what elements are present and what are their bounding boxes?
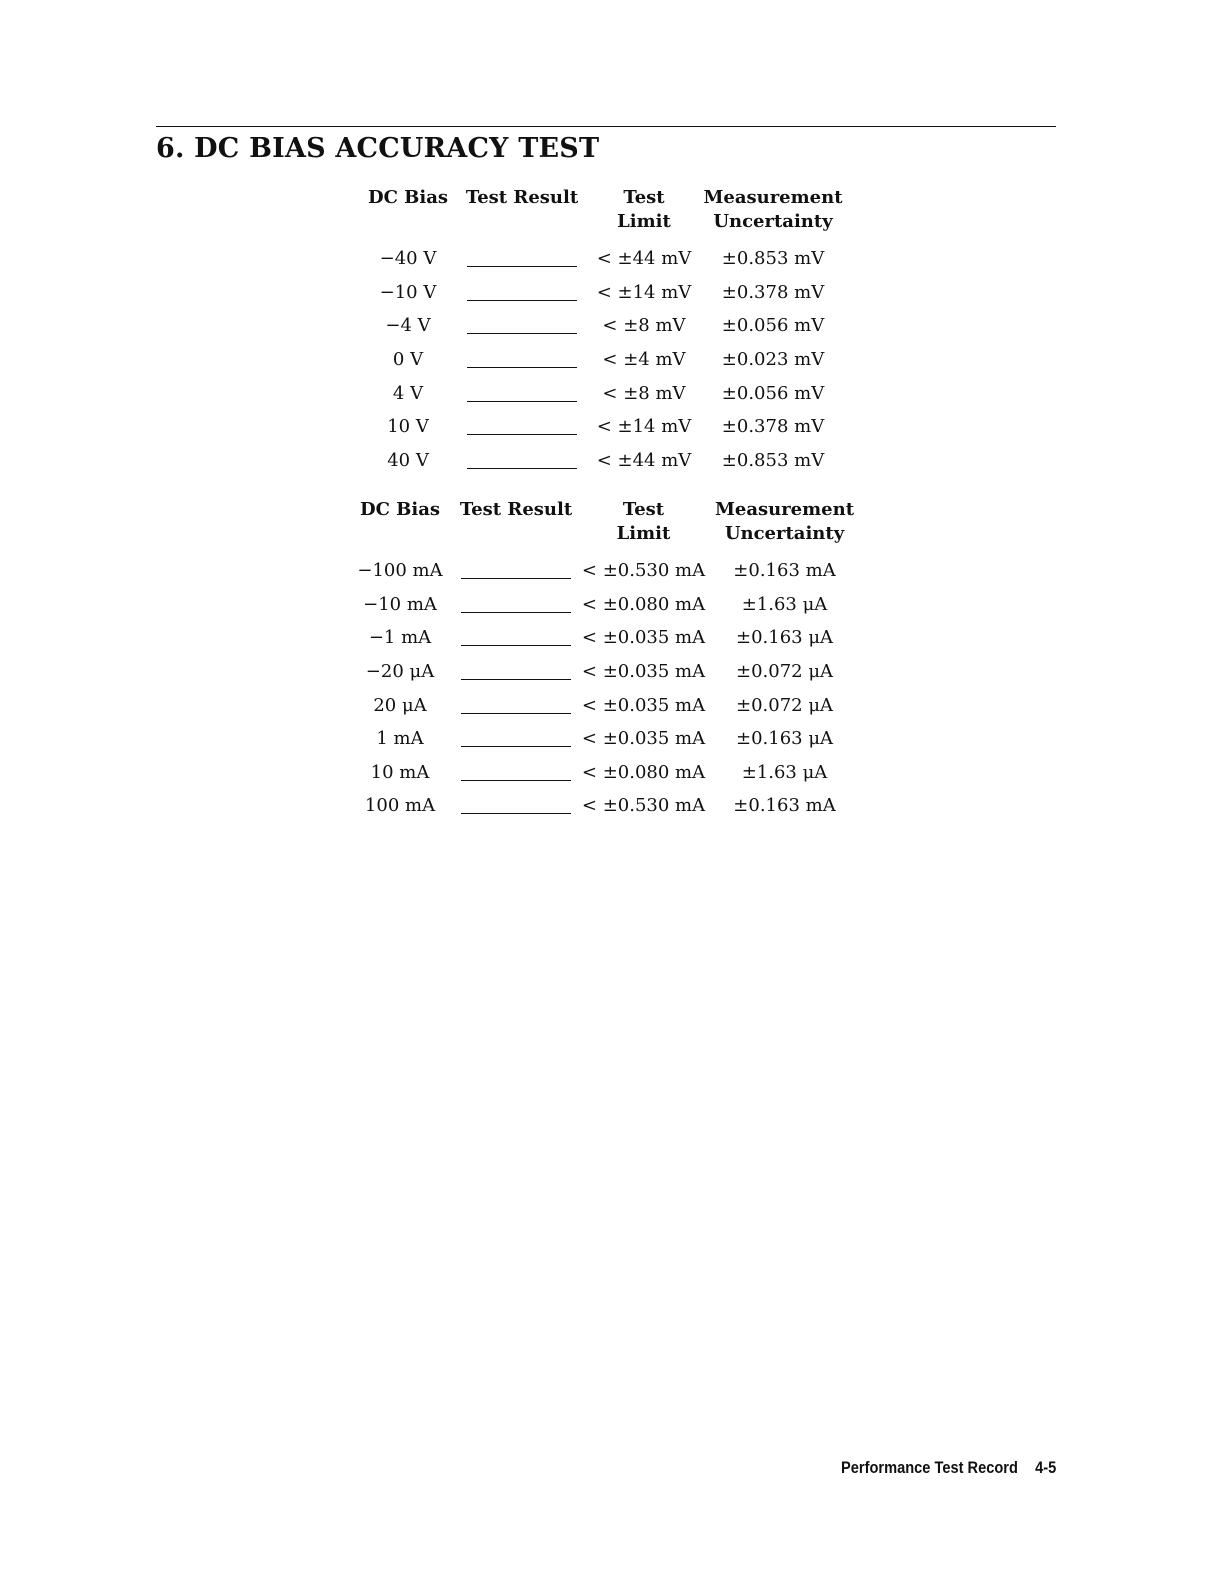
test-result-blank[interactable]: [461, 813, 571, 814]
dc-bias-value: −10 mA: [363, 593, 437, 615]
table-row: [358, 444, 844, 478]
dc-bias-value: 100 mA: [364, 795, 436, 817]
test-result-cell: [458, 242, 586, 276]
test-result-cell: [457, 722, 575, 756]
test-result-cell: [458, 343, 586, 377]
test-result-blank[interactable]: [461, 679, 571, 680]
test-result-blank[interactable]: [467, 401, 577, 402]
test-result-blank[interactable]: [467, 300, 577, 301]
test-result-cell: [457, 688, 575, 722]
test-result-blank[interactable]: [467, 266, 577, 267]
dc-bias-value: 0 V: [392, 349, 424, 371]
test-limit-value: < ±0.080 mA: [581, 761, 706, 783]
test-result-blank[interactable]: [461, 645, 571, 646]
test-limit-value: < ±0.035 mA: [581, 627, 706, 649]
test-result-cell: [458, 376, 586, 410]
table-row: [358, 343, 844, 377]
footer-label: Performance Test Record: [840, 1458, 1018, 1477]
table-row: [358, 242, 844, 276]
measurement-uncertainty-value: ±0.163 mA: [733, 560, 836, 582]
measurement-uncertainty-value: ±0.853 mV: [721, 449, 825, 471]
measurement-uncertainty-value: ±0.072 μA: [735, 694, 834, 716]
page-number: 4-5: [1034, 1458, 1056, 1477]
table-row: [343, 621, 857, 655]
test-result-blank[interactable]: [461, 746, 571, 747]
table-row: [343, 688, 857, 722]
test-limit-value: < ±14 mV: [596, 416, 692, 438]
test-result-cell: [457, 621, 575, 655]
table-row: [358, 309, 844, 343]
test-result-blank[interactable]: [461, 612, 571, 613]
header-measurement-uncertainty: Measurement Uncertainty: [703, 187, 843, 232]
table-header-row: [358, 186, 844, 242]
table-header-row: [343, 498, 857, 554]
test-limit-value: < ±0.035 mA: [581, 661, 706, 683]
test-result-cell: [457, 789, 575, 823]
test-result-blank[interactable]: [461, 578, 571, 579]
voltage-bias-table: [358, 186, 844, 477]
dc-bias-value: 10 V: [387, 416, 429, 438]
measurement-uncertainty-value: ±0.163 μA: [735, 728, 834, 750]
measurement-uncertainty-value: ±0.378 mV: [721, 281, 825, 303]
test-limit-value: < ±44 mV: [596, 248, 692, 270]
dc-bias-value: 10 mA: [370, 761, 430, 783]
table-row: [358, 276, 844, 310]
dc-bias-value: 1 mA: [376, 728, 424, 750]
test-result-cell: [458, 410, 586, 444]
table-row: [343, 655, 857, 689]
dc-bias-value: −1 mA: [368, 627, 432, 649]
test-result-blank[interactable]: [467, 468, 577, 469]
test-limit-value: < ±0.035 mA: [581, 728, 706, 750]
header-measurement-uncertainty: Measurement Uncertainty: [714, 499, 855, 544]
dc-bias-value: −4 V: [385, 315, 431, 337]
test-limit-value: < ±0.035 mA: [581, 694, 706, 716]
test-limit-value: < ±0.080 mA: [581, 593, 706, 615]
table-row: [343, 588, 857, 622]
test-result-cell: [457, 655, 575, 689]
test-result-cell: [457, 588, 575, 622]
current-bias-table: [343, 498, 857, 823]
test-limit-value: < ±0.530 mA: [581, 560, 706, 582]
test-limit-value: < ±44 mV: [596, 449, 692, 471]
dc-bias-value: 40 V: [387, 449, 429, 471]
measurement-uncertainty-value: ±0.023 mV: [721, 349, 825, 371]
measurement-uncertainty-value: ±0.853 mV: [721, 248, 825, 270]
test-result-cell: [457, 554, 575, 588]
header-test-result: Test Result: [459, 499, 573, 520]
measurement-uncertainty-value: ±1.63 μA: [741, 761, 828, 783]
dc-bias-value: −20 μA: [365, 661, 435, 683]
section-rule: [156, 126, 1056, 127]
measurement-uncertainty-value: ±0.378 mV: [721, 416, 825, 438]
test-result-cell: [457, 756, 575, 790]
test-limit-value: < ±8 mV: [602, 315, 686, 337]
test-result-blank[interactable]: [461, 713, 571, 714]
table-row: [358, 376, 844, 410]
page-footer: [841, 1458, 1056, 1478]
measurement-uncertainty-value: ±0.163 μA: [735, 627, 834, 649]
test-result-cell: [458, 276, 586, 310]
table-row: [343, 789, 857, 823]
test-limit-value: < ±14 mV: [596, 281, 692, 303]
table-row: [343, 554, 857, 588]
voltage-table-body: [358, 242, 844, 477]
header-dc-bias: DC Bias: [367, 187, 449, 208]
test-limit-value: < ±4 mV: [602, 349, 686, 371]
table-row: [358, 410, 844, 444]
test-result-cell: [458, 444, 586, 478]
measurement-uncertainty-value: ±0.072 μA: [735, 661, 834, 683]
dc-bias-value: −10 V: [379, 281, 437, 303]
table-row: [343, 756, 857, 790]
dc-bias-value: 4 V: [392, 382, 424, 404]
table-row: [343, 722, 857, 756]
test-result-blank[interactable]: [467, 333, 577, 334]
test-result-blank[interactable]: [461, 780, 571, 781]
test-limit-value: < ±0.530 mA: [581, 795, 706, 817]
header-dc-bias: DC Bias: [359, 499, 441, 520]
test-result-cell: [458, 309, 586, 343]
measurement-uncertainty-value: ±0.163 mA: [733, 795, 836, 817]
measurement-uncertainty-value: ±1.63 μA: [741, 593, 828, 615]
measurement-uncertainty-value: ±0.056 mV: [721, 315, 825, 337]
section-title: 6. DC BIAS ACCURACY TEST: [156, 133, 600, 164]
header-test-limit: Test Limit: [616, 499, 671, 544]
dc-bias-value: −40 V: [379, 248, 437, 270]
current-table-body: [343, 554, 857, 823]
dc-bias-value: 20 μA: [373, 694, 427, 716]
test-result-blank[interactable]: [467, 434, 577, 435]
header-test-limit: Test Limit: [617, 187, 671, 232]
measurement-uncertainty-value: ±0.056 mV: [721, 382, 825, 404]
test-limit-value: < ±8 mV: [602, 382, 686, 404]
test-result-blank[interactable]: [467, 367, 577, 368]
dc-bias-value: −100 mA: [357, 560, 443, 582]
header-test-result: Test Result: [465, 187, 579, 208]
